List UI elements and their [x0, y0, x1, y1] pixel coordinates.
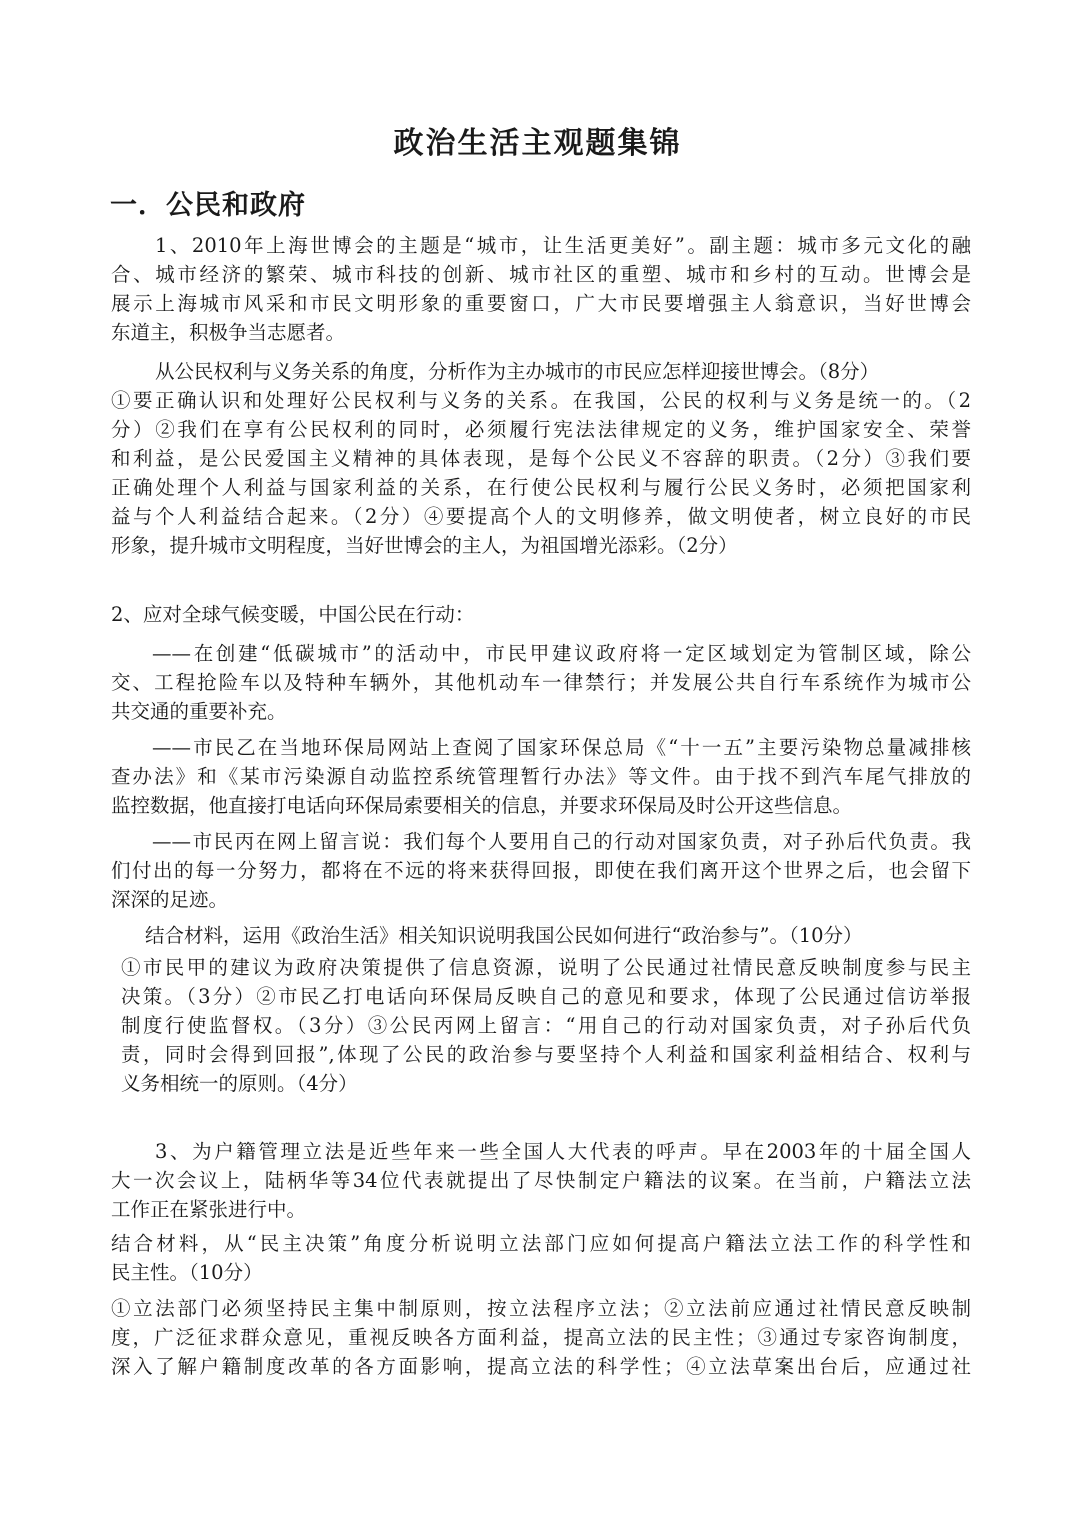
- q2-text-line: 查办法》和《某市污染源自动监控系统管理暂行办法》等文件。由于找不到汽车尾气排放的: [111, 765, 971, 788]
- q1-text-line: 东道主，积极争当志愿者。: [111, 321, 346, 344]
- q2-answer-line: ①市民甲的建议为政府决策提供了信息资源，说明了公民通过社情民意反映制度参与民主: [121, 956, 971, 979]
- q1-answer-line: 形象，提升城市文明程度，当好世博会的主人，为祖国增光添彩。（2分）: [111, 534, 738, 557]
- q1-answer-line: 分）②我们在享有公民权利的同时，必须履行宪法法律规定的义务，维护国家安全、荣誉: [111, 418, 971, 441]
- q1-text-line: 合、城市经济的繁荣、城市科技的创新、城市社区的重塑、城市和乡村的互动。世博会是: [111, 263, 971, 286]
- section-heading: 一．公民和政府: [110, 190, 306, 221]
- q2-answer-line: 责，同时会得到回报”,体现了公民的政治参与要坚持个人利益和国家利益相结合、权利与: [121, 1043, 971, 1066]
- q3-text-line: 大一次会议上，陆柄华等34位代表就提出了尽快制定户籍法的议案。在当前，户籍法立法: [111, 1169, 971, 1192]
- q1-answer-line: 和利益，是公民爱国主义精神的具体表现，是每个公民义不容辞的职责。（2分）③我们要: [111, 447, 971, 470]
- q1-answer-line: 正确处理个人利益与国家利益的关系，在行使公民权利与履行公民义务时，必须把国家利: [111, 476, 971, 499]
- q3-answer-line: ①立法部门必须坚持民主集中制原则，按立法程序立法；②立法前应通过社情民意反映制: [111, 1297, 971, 1320]
- q2-answer-line: 义务相统一的原则。（4分）: [121, 1072, 358, 1095]
- q2-text-line: 交、工程抢险车以及特种车辆外，其他机动车一律禁行；并发展公共自行车系统作为城市公: [111, 671, 971, 694]
- q2-prompt: 结合材料，运用《政治生活》相关知识说明我国公民如何进行“政治参与”。（10分）: [145, 924, 863, 947]
- q2-text-line: ——在创建“低碳城市”的活动中，市民甲建议政府将一定区域划定为管制区域，除公: [152, 642, 971, 665]
- q3-text-line: 3、为户籍管理立法是近些年来一些全国人大代表的呼声。早在2003年的十届全国人: [155, 1140, 971, 1163]
- q2-answer-line: 决策。（3分）②市民乙打电话向环保局反映自己的意见和要求，体现了公民通过信访举报: [121, 985, 971, 1008]
- q2-text-line: 们付出的每一分努力，都将在不远的将来获得回报，即使在我们离开这个世界之后，也会留下: [111, 859, 971, 882]
- q1-answer-line: 益与个人利益结合起来。（2分）④要提高个人的文明修养，做文明使者，树立良好的市民: [111, 505, 971, 528]
- q3-answer-line: 深入了解户籍制度改革的各方面影响，提高立法的科学性；④立法草案出台后，应通过社: [111, 1355, 971, 1378]
- q2-text-line: 监控数据，他直接打电话向环保局索要相关的信息，并要求环保局及时公开这些信息。: [111, 794, 853, 817]
- q2-text-line: 共交通的重要补充。: [111, 700, 287, 723]
- q3-text-line: 工作正在紧张进行中。: [111, 1198, 307, 1221]
- q3-answer-line: 度，广泛征求群众意见，重视反映各方面利益，提高立法的民主性；③通过专家咨询制度，: [111, 1326, 971, 1349]
- q3-prompt: 结合材料，从“民主决策”角度分析说明立法部门应如何提高户籍法立法工作的科学性和: [111, 1232, 971, 1255]
- q2-text-line: ——市民丙在网上留言说：我们每个人要用自己的行动对国家负责，对子孙后代负责。我: [152, 830, 971, 853]
- q1-answer-line: ①要正确认识和处理好公民权利与义务的关系。在我国，公民的权利与义务是统一的。（2: [111, 389, 971, 412]
- q1-prompt: 从公民权利与义务关系的角度，分析作为主办城市的市民应怎样迎接世博会。（8分）: [155, 360, 880, 383]
- q2-heading: 2、应对全球气候变暖，中国公民在行动：: [111, 603, 475, 626]
- q2-text-line: ——市民乙在当地环保局网站上查阅了国家环保总局《“十一五”主要污染物总量减排核: [152, 736, 971, 759]
- q3-prompt: 民主性。（10分）: [111, 1261, 263, 1284]
- q1-text-line: 展示上海城市风采和市民文明形象的重要窗口，广大市民要增强主人翁意识，当好世博会: [111, 292, 971, 315]
- q2-text-line: 深深的足迹。: [111, 888, 229, 911]
- q1-text-line: 1、2010年上海世博会的主题是“城市，让生活更美好”。副主题：城市多元文化的融: [155, 234, 971, 257]
- q2-answer-line: 制度行使监督权。（3分）③公民丙网上留言：“用自己的行动对国家负责，对子孙后代负: [121, 1014, 971, 1037]
- document-title: 政治生活主观题集锦: [393, 126, 682, 161]
